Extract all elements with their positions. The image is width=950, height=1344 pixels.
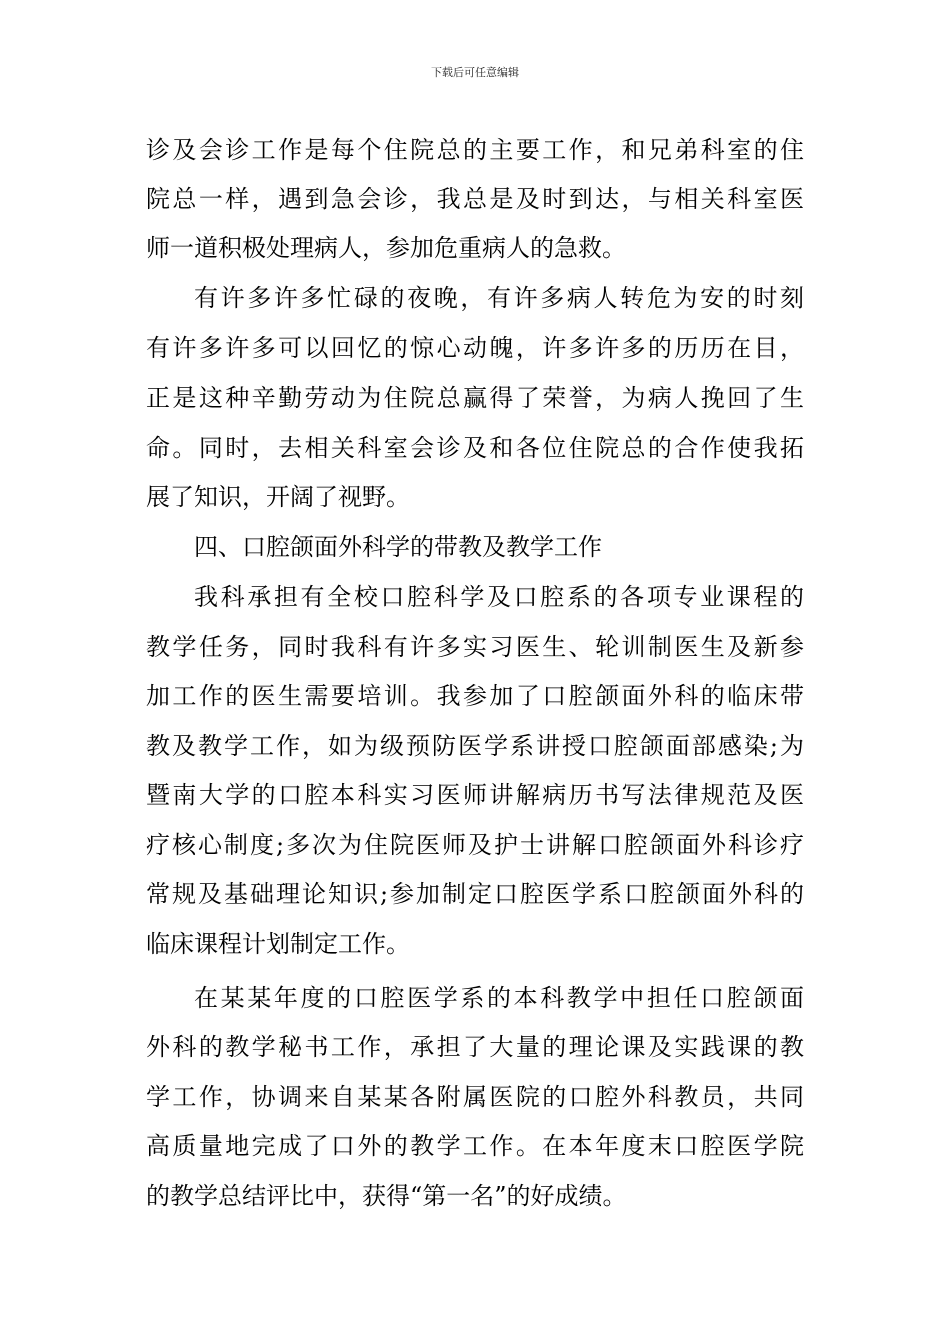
text-line: 命。同时，去相关科室会诊及和各位住院总的合作使我拓: [146, 434, 804, 462]
text-line: 我科承担有全校口腔科学及口腔系的各项专业课程的: [194, 583, 804, 611]
text-line: 诊及会诊工作是每个住院总的主要工作，和兄弟科室的住: [146, 136, 804, 164]
text-line: 高质量地完成了口外的教学工作。在本年度末口腔医学院: [146, 1132, 804, 1160]
section-heading: 四、口腔颌面外科学的带教及教学工作: [194, 533, 602, 561]
text-line: 师一道积极处理病人，参加危重病人的急救。: [146, 234, 626, 262]
text-line: 有许多许多忙碌的夜晚，有许多病人转危为安的时刻: [194, 284, 804, 312]
text-line: 的教学总结评比中，获得“第一名”的好成绩。: [146, 1182, 627, 1210]
text-line: 加工作的医生需要培训。我参加了口腔颌面外科的临床带: [146, 682, 804, 710]
text-line: 正是这种辛勤劳动为住院总赢得了荣誉，为病人挽回了生: [146, 384, 804, 412]
text-line: 教及教学工作，如为级预防医学系讲授口腔颌面部感染;为: [146, 732, 804, 760]
page-header: 下载后可任意编辑: [431, 66, 519, 79]
text-line: 教学任务，同时我科有许多实习医生、轮训制医生及新参: [146, 633, 804, 661]
text-line: 临床课程计划制定工作。: [146, 930, 410, 958]
text-line: 在某某年度的口腔医学系的本科教学中担任口腔颌面: [194, 984, 804, 1012]
text-line: 展了知识，开阔了视野。: [146, 483, 410, 511]
text-line: 学工作，协调来自某某各附属医院的口腔外科教员，共同: [146, 1083, 804, 1111]
text-line: 有许多许多可以回忆的惊心动魄，许多许多的历历在目，: [146, 334, 804, 362]
text-line: 外科的教学秘书工作，承担了大量的理论课及实践课的教: [146, 1033, 804, 1061]
text-line: 疗核心制度;多次为住院医师及护士讲解口腔颌面外科诊疗: [146, 831, 804, 859]
text-line: 常规及基础理论知识;参加制定口腔医学系口腔颌面外科的: [146, 880, 804, 908]
text-line: 院总一样，遇到急会诊，我总是及时到达，与相关科室医: [146, 185, 804, 213]
text-line: 暨南大学的口腔本科实习医师讲解病历书写法律规范及医: [146, 781, 804, 809]
